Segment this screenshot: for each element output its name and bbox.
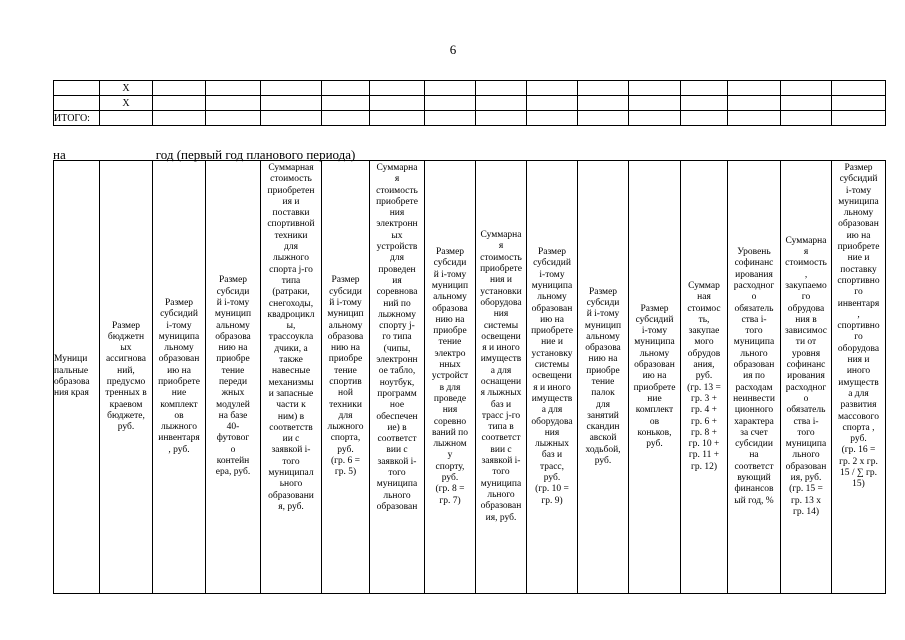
total-row xyxy=(54,111,886,126)
previous-year-table xyxy=(53,80,886,126)
header-row xyxy=(54,161,886,594)
budget-cell xyxy=(100,111,153,126)
column-header: Размер субсидий i-тому муниципа льному образован ию на приобрете ние и поставку спортивно го инвентаря , спортивно го оборудова ния и иного имуществ а для развития массового спорта , руб. (гр. 16 = гр. 2 х гр. 15 / ∑ гр. 15) xyxy=(832,161,886,594)
budget-cell: X xyxy=(100,96,153,111)
column-header: Размер субсиди й i-тому муницип альному образова нию на приобре тение палок для занятий скандин авской ходьбой, руб. xyxy=(578,161,629,594)
column-header: Суммарна я стоимость , закупаемо го обрудова ния в зависимос ти от уровня софинанс ирования расходног о обязатель ства i- того муниципа льного образован ия, руб. (гр. 15 = гр. 13 х гр. 14) xyxy=(781,161,832,594)
column-header: Суммарна я стоимость приобрете ния и установки оборудова ния системы освещени я и иного имуществ а для оснащени я лыжных баз и трасс j-го типа в соответст вии с заявкой i- того муниципа льного образован ия, руб. xyxy=(476,161,527,594)
table-row xyxy=(54,96,886,111)
section-title: год (первый год планового периода) xyxy=(155,147,356,162)
column-header: Размер субсиди й i-тому муницип альному образова нию на приобре тение электро нных устройст в для проведе ния соревно ваний по лыжном у спорту, руб. (гр. 8 = гр. 7) xyxy=(425,161,476,594)
column-header: Размер субсидий i-тому муниципа льному образован ию на приобрете ние комплект ов коньков, руб. xyxy=(629,161,681,594)
column-header: Муници пальные образова ния края xyxy=(54,161,100,594)
budget-cell: X xyxy=(100,81,153,96)
column-header: Размер субсидий i-тому муниципа льному образован ию на приобрете ние и установку системы освещени я и иного имуществ а для оборудова ния лыжных баз и трасс, руб. (гр. 10 = гр. 9) xyxy=(527,161,578,594)
column-header: Размер бюджетн ых ассигнова ний, предусмо тренных в краевом бюджете, руб. xyxy=(100,161,153,594)
column-header: Уровень софинанс ирования расходног о обязатель ства i- того муниципа льного образован ия по расходам неинвести ционного характера за счет субсидии на соответст вующий финансов ый год, % xyxy=(728,161,781,594)
municipality-cell xyxy=(54,96,100,111)
total-label: ИТОГО: xyxy=(54,111,100,126)
table-row xyxy=(54,81,886,96)
municipality-cell xyxy=(54,81,100,96)
column-header: Суммар ная стоимос ть, закупае мого обрудов ания, руб. (гр. 13 = гр. 3 + гр. 4 + гр. 6 + гр. 8 + гр. 10 + гр. 11 + гр. 12) xyxy=(681,161,728,594)
planning-year-table xyxy=(53,160,886,594)
column-header: Размер субсиди й i-тому муницип альному образова нию на приобре тение переди жных модулей на базе 40- футовог о контейн ера, руб. xyxy=(206,161,261,594)
column-header: Суммарна я стоимость приобрете ния электронн ых устройств для проведен ия соревнова ний по лыжному спорту j- го типа (чипы, электронн ое табло, ноутбук, программ ное обеспечен ие) в соответст вии с заявкой i- того муниципа льного образован xyxy=(370,161,425,594)
column-header: Размер субсиди й i-тому муницип альному образова нию на приобре тение спортив ной техники для лыжного спорта, руб. (гр. 6 = гр. 5) xyxy=(322,161,370,594)
column-header: Суммарная стоимость приобретен ия и поставки спортивной техники для лыжного спорта j-го типа (ратраки, снегоходы, квадроцикл ы, трассоукла дчики, а также навесные механизмы и запасные части к ним) в соответств ии с заявкой i- того муниципал ьного образовани я, руб. xyxy=(261,161,322,594)
page-number: 6 xyxy=(449,42,457,57)
section-lead: на xyxy=(53,147,66,162)
column-header: Размер субсидий i-тому муниципа льному образован ию на приобрете ние комплект ов лыжного инвентаря , руб. xyxy=(153,161,206,594)
